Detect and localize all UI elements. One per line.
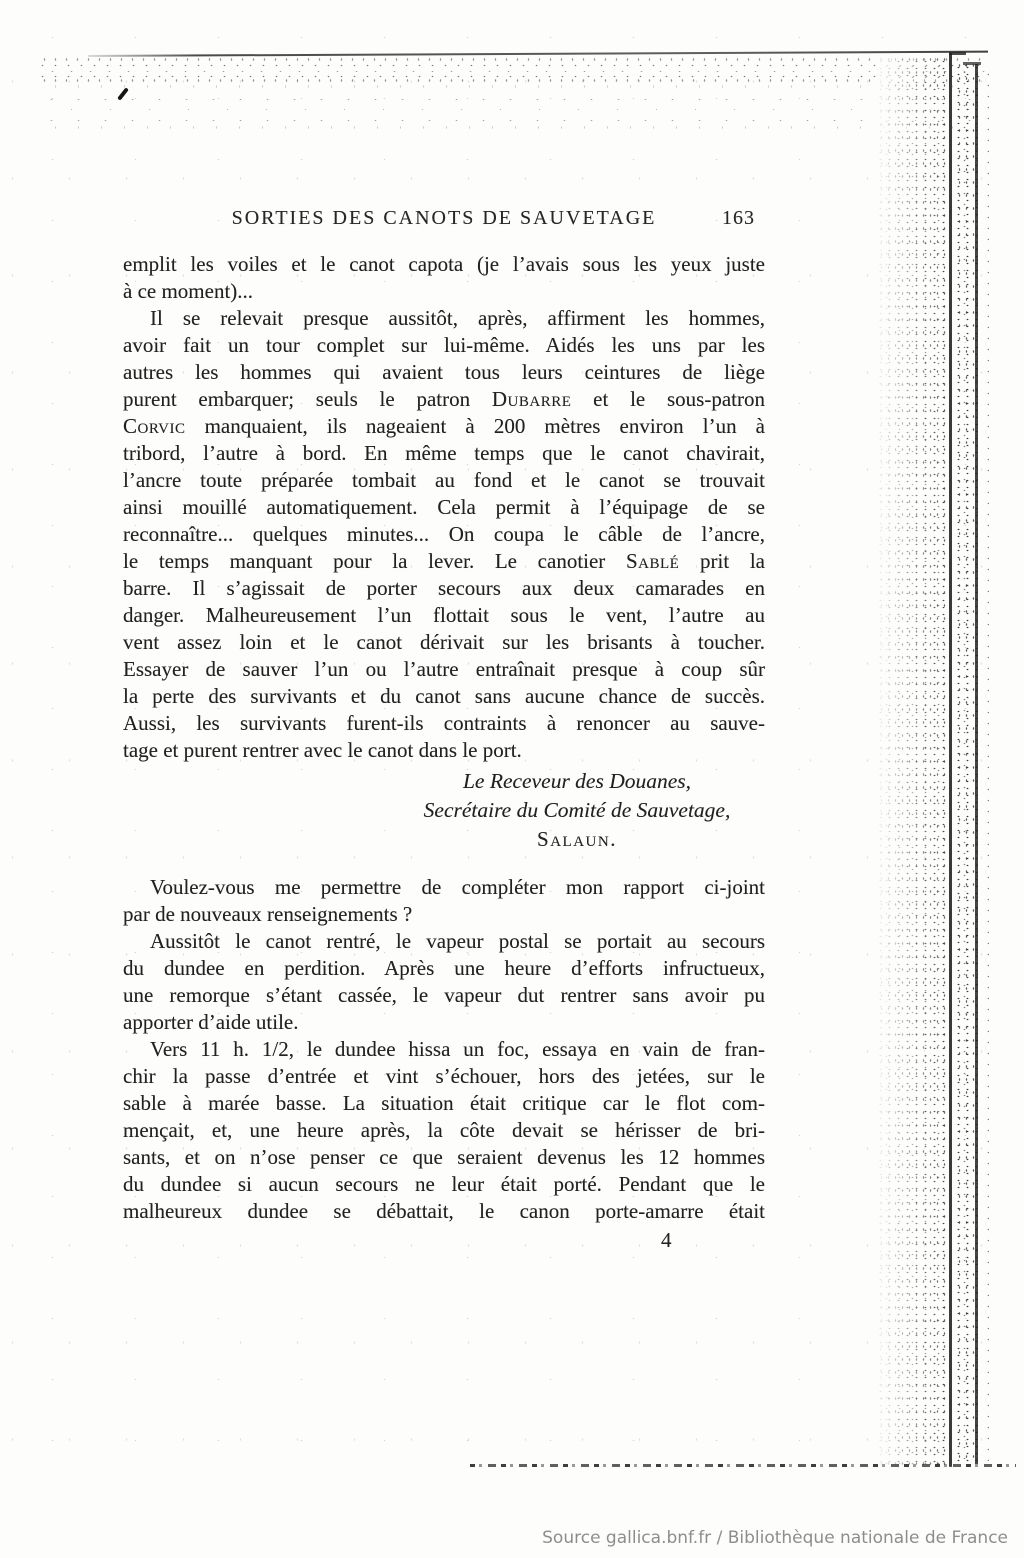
- text-segment: mençait, et, une heure après, la côte devait se hérisser de bri-: [123, 1118, 765, 1142]
- scan-book-gutter-noise: [876, 58, 950, 1468]
- text-line: [123, 1036, 765, 1063]
- text-segment: purent embarquer; seuls le patron: [123, 387, 492, 411]
- text-segment: par de nouveaux renseignements ?: [123, 902, 413, 926]
- text-line: [123, 548, 765, 575]
- text-segment: sants, et on n’ose penser ce que seraient devenus les 12 hommes: [123, 1145, 765, 1169]
- text-line: [123, 710, 765, 737]
- text-line: [123, 1198, 765, 1225]
- text-line: [123, 440, 765, 467]
- text-segment: emplit les voiles et le canot capota (je l’avais sous les yeux juste: [123, 252, 765, 276]
- text-segment: tage et purent rentrer avec le canot dans le port.: [123, 738, 522, 762]
- printer-sheet-number: 4: [661, 1228, 672, 1252]
- text-segment: le temps manquant pour la lever. Le canotier: [123, 549, 626, 573]
- text-line: [123, 955, 765, 982]
- text-line: [123, 413, 765, 440]
- text-segment: ainsi mouillé automatiquement. Cela permit à l’équipage de se: [123, 495, 765, 519]
- text-segment: l’ancre toute préparée tombait au fond et le canot se trouvait: [123, 468, 765, 492]
- text-line: [123, 359, 765, 386]
- text-segment: Vers 11 h. 1/2, le dundee hissa un foc, essaya en vain de fran-: [150, 1037, 765, 1061]
- text-line: [123, 602, 765, 629]
- text-line: [123, 494, 765, 521]
- text-line: [123, 467, 765, 494]
- text-segment: sable à marée basse. La situation était critique car le flot com-: [123, 1091, 765, 1115]
- scan-bottom-edge-dashes: [470, 1464, 1016, 1467]
- paragraph: [123, 305, 765, 764]
- small-caps-name: Dubarre: [491, 387, 572, 411]
- scan-top-noise-band: [35, 58, 985, 84]
- text-segment: une remorque s’étant cassée, le vapeur dut rentrer sans avoir pu: [123, 983, 765, 1007]
- folio-page-number: 163: [722, 207, 755, 229]
- scan-page-edge-line: [949, 53, 952, 1467]
- page-content: [123, 205, 765, 1254]
- text-line: [123, 251, 765, 278]
- text-line: [123, 1144, 765, 1171]
- text-segment: chir la passe d’entrée et vint s’échouer, hors des jetées, sur le: [123, 1064, 765, 1088]
- text-segment: avoir fait un tour complet sur lui-même. Aidés les uns par les: [123, 333, 765, 357]
- text-line: [123, 737, 765, 764]
- text-segment: autres les hommes qui avaient tous leurs ceintures de liège: [123, 360, 765, 384]
- paragraph: [123, 251, 765, 305]
- scan-page-edge-corner: [949, 52, 966, 55]
- text-line: [123, 901, 765, 928]
- signature-title-line-2: Secrétaire du Comité de Sauvetage,: [423, 798, 731, 822]
- paragraph: [123, 1036, 765, 1225]
- text-segment: danger. Malheureusement l’un flottait sous le vent, l’autre au: [123, 603, 765, 627]
- paragraph: [123, 928, 765, 1036]
- text-segment: et le sous-patron: [571, 387, 765, 411]
- text-line: [123, 1009, 765, 1036]
- text-segment: Essayer de sauver l’un ou l’autre entraînait presque à coup sûr: [123, 657, 765, 681]
- running-header-title: SORTIES DES CANOTS DE SAUVETAGE: [231, 207, 657, 229]
- text-line: [123, 1117, 765, 1144]
- text-line: [123, 521, 765, 548]
- running-header: [123, 205, 765, 232]
- text-line: [123, 305, 765, 332]
- text-segment: Il se relevait presque aussitôt, après, affirment les hommes,: [150, 306, 765, 330]
- scan-page-edge-corner-2: [963, 62, 981, 65]
- text-segment: malheureux dundee se débattait, le canon porte-amarre était: [123, 1199, 765, 1223]
- scan-book-edge-strip: [954, 64, 978, 1464]
- text-segment: tribord, l’autre à bord. En même temps que le canot chavirait,: [123, 441, 765, 465]
- paragraph: [123, 874, 765, 928]
- text-line: [123, 1090, 765, 1117]
- signature-title-line: Le Receveur des Douanes,: [462, 769, 692, 793]
- signature-name: Salaun.: [537, 827, 617, 851]
- gallica-source-note: Source gallica.bnf.fr / Bibliothèque nationale de France: [542, 1528, 1008, 1548]
- scan-top-edge-line: [88, 51, 988, 57]
- text-line: [123, 982, 765, 1009]
- text-line: [123, 1171, 765, 1198]
- text-segment: reconnaître... quelques minutes... On coupa le câble de l’ancre,: [123, 522, 765, 546]
- text-segment: manquaient, ils nageaient à 200 mètres environ l’un à: [185, 414, 765, 438]
- text-segment: à ce moment)...: [123, 279, 254, 303]
- text-segment: barre. Il s’agissait de porter secours aux deux camarades en: [123, 576, 765, 600]
- scan-ink-mark: [117, 87, 129, 100]
- text-line: [123, 1063, 765, 1090]
- text-segment: Aussitôt le canot rentré, le vapeur postal se portait au secours: [150, 929, 765, 953]
- text-line: [123, 928, 765, 955]
- small-caps-name: Corvic: [123, 414, 186, 438]
- text-line: [123, 278, 765, 305]
- text-segment: du dundee si aucun secours ne leur était porté. Pendant que le: [123, 1172, 765, 1196]
- text-line: [123, 874, 765, 901]
- text-line: [123, 332, 765, 359]
- text-segment: prit la: [679, 549, 765, 573]
- signature-block: [389, 767, 765, 853]
- text-segment: Voulez-vous me permettre de compléter mon rapport ci-joint: [150, 875, 765, 899]
- addendum-text-section: [123, 874, 765, 1225]
- text-line: [123, 629, 765, 656]
- text-segment: du dundee en perdition. Après une heure d’efforts infructueux,: [123, 956, 765, 980]
- text-segment: Aussi, les survivants furent-ils contraints à renoncer au sauve-: [123, 711, 765, 735]
- text-segment: apporter d’aide utile.: [123, 1010, 299, 1034]
- scan-book-edge-outer: [981, 67, 989, 1461]
- scan-top-noise-fade: [35, 84, 980, 136]
- text-line: [123, 575, 765, 602]
- text-segment: vent assez loin et le canot dérivait sur les brisants à toucher.: [123, 630, 765, 654]
- text-line: [123, 683, 765, 710]
- text-line: [123, 386, 765, 413]
- text-segment: la perte des survivants et du canot sans aucune chance de succès.: [123, 684, 765, 708]
- text-line: [123, 656, 765, 683]
- small-caps-name: Sablé: [625, 549, 680, 573]
- report-text-section: [123, 251, 765, 764]
